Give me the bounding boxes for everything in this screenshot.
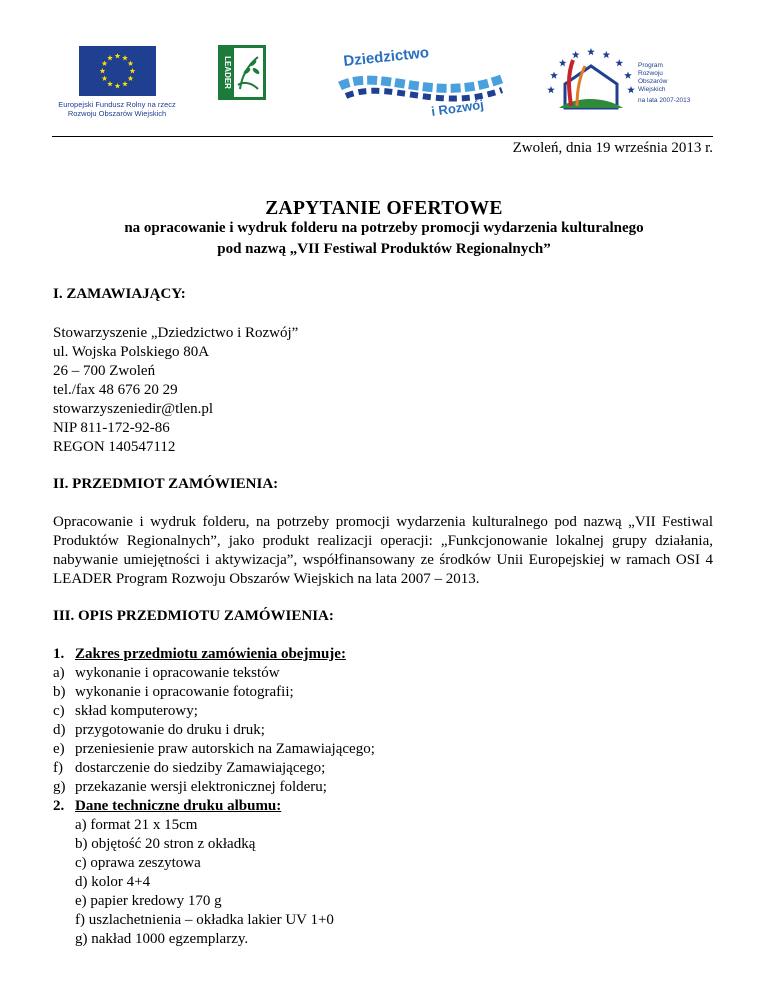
list-item	[53, 664, 713, 683]
prow-emblem-icon	[545, 46, 637, 116]
prow-logo	[545, 46, 695, 116]
list-number: 1.	[53, 646, 65, 662]
orderer-city: 26 – 700 Zwoleń	[53, 363, 156, 379]
list-letter: c)	[53, 703, 65, 719]
list-item-text: wykonanie i opracowanie fotografii;	[75, 684, 294, 700]
prow-star-icon	[547, 86, 555, 93]
prow-star-icon	[550, 71, 558, 78]
spec-item: d) kolor 4+4	[75, 874, 151, 890]
eu-caption	[52, 100, 182, 119]
list-item	[53, 683, 713, 702]
document-date: Zwoleń, dnia 19 września 2013 r.	[512, 140, 713, 156]
prow-star-icon	[624, 71, 632, 78]
prow-star-icon	[615, 59, 623, 66]
dziedzictwo-emblem-icon	[332, 48, 512, 118]
document-body	[53, 285, 713, 949]
list-item-text: przekazanie wersji elektronicznej folderu;	[75, 779, 327, 795]
prow-star-icon	[587, 48, 595, 55]
spec-item: b) objętość 20 stron z okładką	[75, 836, 256, 852]
prow-star-icon	[627, 86, 635, 93]
prow-line-4: Wiejskich	[638, 86, 666, 94]
section-heading-zamawiajacy: I. ZAMAWIAJĄCY:	[53, 286, 186, 302]
eu-caption-line2: Rozwoju Obszarów Wiejskich	[67, 109, 167, 119]
prow-star-icon	[559, 59, 567, 66]
orderer-email: stowarzyszeniedir@tlen.pl	[53, 401, 214, 417]
prow-star-icon	[603, 51, 611, 58]
prow-caption	[638, 62, 690, 105]
section-heading-przedmiot: II. PRZEDMIOT ZAMÓWIENIA:	[53, 476, 279, 492]
eu-flag-icon	[79, 46, 156, 96]
list-item-title: Dane techniczne druku albumu:	[75, 798, 282, 814]
dziedzictwo-logo	[332, 48, 512, 118]
prow-line-3: Obszarów	[638, 78, 668, 86]
leader-emblem-icon	[218, 45, 266, 100]
spec-item: e) papier kredowy 170 g	[75, 893, 222, 909]
list-letter: d)	[53, 722, 66, 738]
list-item	[53, 702, 713, 721]
list-item	[53, 721, 713, 740]
logo-bar	[0, 0, 768, 125]
spec-item: g) nakład 1000 egzemplarzy.	[75, 931, 249, 947]
list-item	[53, 778, 713, 797]
spec-item: a) format 21 x 15cm	[75, 817, 198, 833]
orderer-regon: REGON 140547112	[53, 439, 176, 455]
spec-item: c) oprawa zeszytowa	[75, 855, 201, 871]
document-subtitle-line2: pod nazwą „VII Festiwal Produktów Regionalnych”	[217, 241, 551, 257]
header-divider	[52, 136, 713, 137]
orderer-nip: NIP 811-172-92-86	[53, 420, 170, 436]
list-item-text: przygotowanie do druku i druk;	[75, 722, 265, 738]
dziedzictwo-label: Dziedzictwo	[342, 48, 430, 70]
leader-label: LEADER	[222, 56, 232, 89]
section-heading-opis: III. OPIS PRZEDMIOTU ZAMÓWIENIA:	[53, 608, 334, 624]
orderer-phone: tel./fax 48 676 20 29	[53, 382, 178, 398]
list-item-text: dostarczenie do siedziby Zamawiającego;	[75, 760, 326, 776]
list-item-text: wykonanie i opracowanie tekstów	[75, 665, 280, 681]
rozwoj-label: i Rozwój	[430, 96, 485, 118]
list-item-title: Zakres przedmiotu zamówienia obejmuje:	[75, 646, 346, 662]
orderer-name: Stowarzyszenie „Dziedzictwo i Rozwój”	[53, 325, 299, 341]
order-subject-paragraph: Opracowanie i wydruk folderu, na potrzeby promocji wydarzenia kulturalnego pod nazwą „VII Festiwal Produktów Regionalnych”, jako produkt realizacji operacji: „Funkcjonowanie lokalnej grupy działania, nabywanie umiejętności i aktywizacja”, współfinansowany ze środków Unii Europejskiej w ramach OSI 4 LEADER Program Rozwoju Obszarów Wiejskich na lata 2007 – 2013.	[53, 514, 713, 587]
leader-logo	[218, 45, 266, 100]
list-letter: g)	[53, 779, 66, 795]
eu-logo	[52, 46, 182, 119]
eu-caption-line1: Europejski Fundusz Rolny na rzecz	[58, 100, 176, 109]
order-description-list	[53, 645, 713, 949]
prow-line-1: Program	[638, 62, 663, 69]
list-letter: a)	[53, 665, 65, 681]
list-item	[53, 740, 713, 759]
list-item	[53, 645, 713, 664]
document-subtitle-line1: na opracowanie i wydruk folderu na potrzeby promocji wydarzenia kulturalnego	[124, 220, 644, 236]
list-item-text: skład komputerowy;	[75, 703, 198, 719]
list-item-text: przeniesienie praw autorskich na Zamawiającego;	[75, 741, 375, 757]
orderer-street: ul. Wojska Polskiego 80A	[53, 344, 210, 360]
list-item	[53, 759, 713, 778]
prow-years: na lata 2007-2013	[638, 96, 691, 104]
list-item	[53, 797, 713, 816]
spec-item: f) uszlachetnienia – okładka lakier UV 1+0	[75, 912, 334, 928]
list-letter: e)	[53, 741, 65, 757]
list-letter: f)	[53, 760, 63, 776]
prow-line-2: Rozwoju	[638, 70, 663, 78]
orderer-address	[53, 324, 713, 457]
list-letter: b)	[53, 684, 66, 700]
list-number: 2.	[53, 798, 65, 814]
document-title: ZAPYTANIE OFERTOWE	[265, 198, 503, 219]
prow-star-icon	[572, 51, 580, 58]
